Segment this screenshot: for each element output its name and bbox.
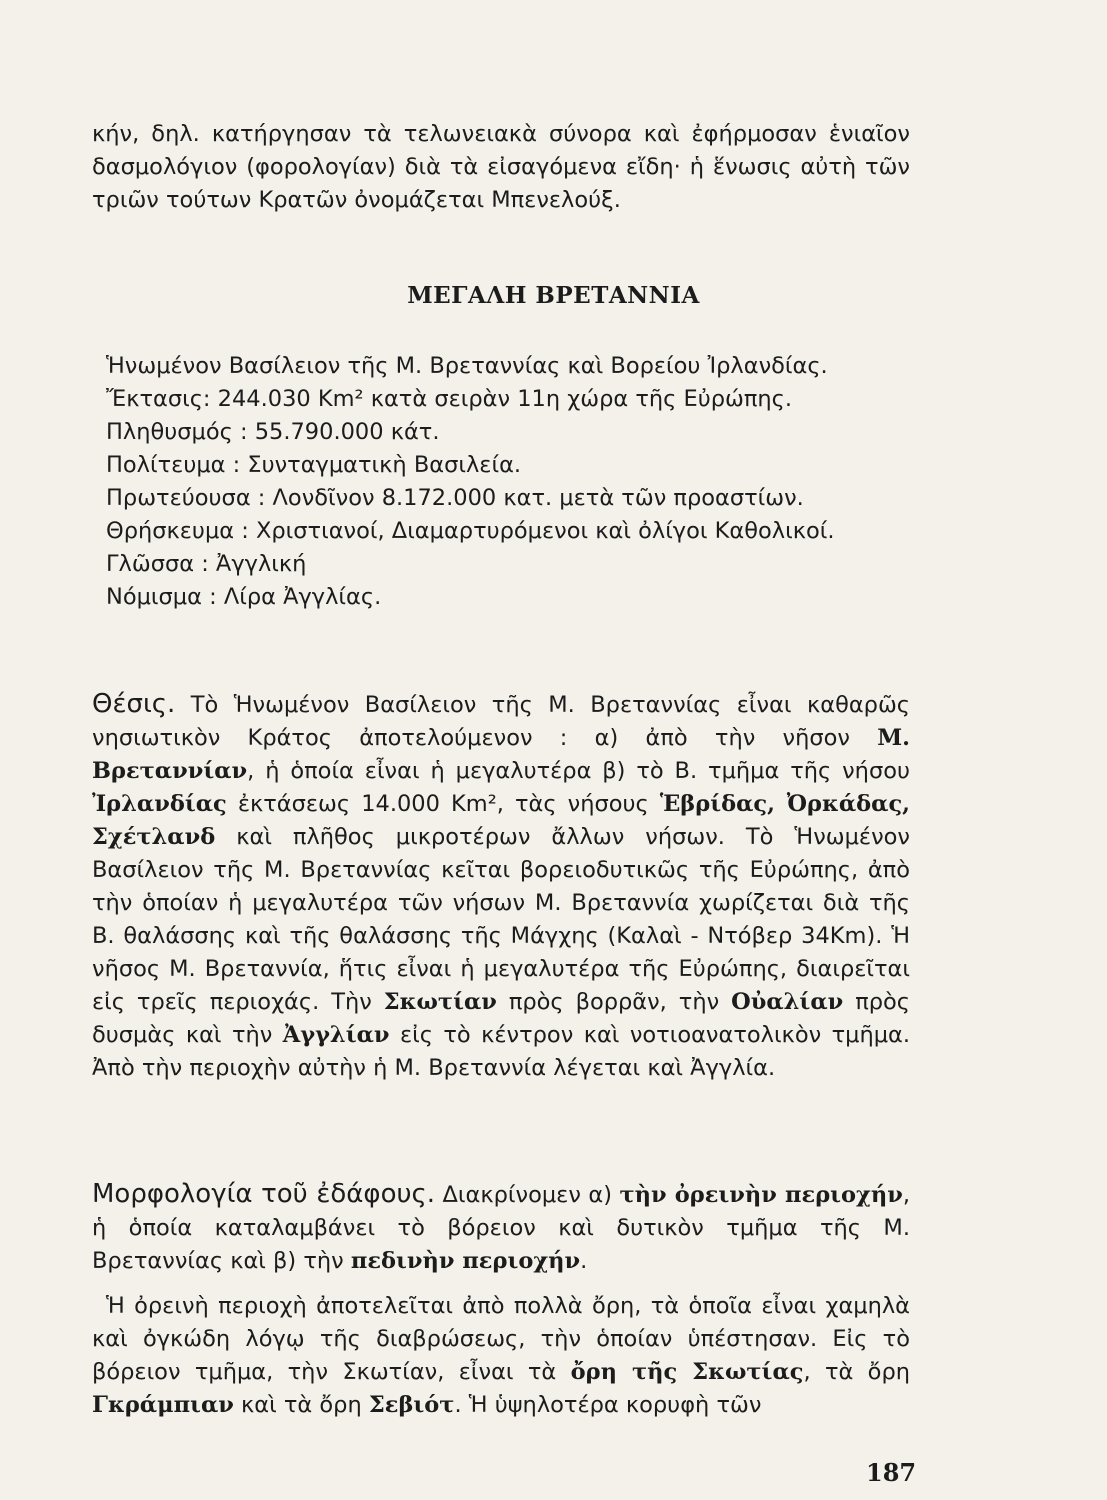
term-scotland: Σκωτίαν <box>383 989 497 1015</box>
position-text-4: καὶ πλῆθος μικροτέρων ἄλλων νήσων. Τὸ Ἡνωμένον Βασίλειον τῆς Μ. Βρεταννίας κεῖται βορειοδυτικῶς τῆς Εὐρώπης, ἀπὸ τὴν ὁποίαν ἡ μεγαλυτέρα τῶν νήσων Μ. Βρεταννία χωρίζεται διὰ τῆς Β. θαλάσσης καὶ τῆς θαλάσσης τῆς Μάγχης (Καλαὶ - Ντόβερ 34Km). Ἡ νῆσος Μ. Βρεταννία, ἥτις εἶναι ἡ μεγαλυτέρα τῆς Εὐρώπης, διαιρεῖται εἰς τρεῖς περιοχάς. Τὴν <box>92 824 910 1015</box>
fact-religion: Θρήσκευμα : Χριστιανοί, Διαμαρτυρόμενοι καὶ ὀλίγοι Καθολικοί. <box>106 518 835 544</box>
mountains-text-2: , τὰ ὄρη <box>803 1359 910 1385</box>
term-grampian: Γκράμπιαν <box>92 1392 234 1418</box>
position-text-3: ἐκτάσεως 14.000 Km², τὰς νήσους <box>226 791 660 817</box>
morphology-text-3: . <box>580 1248 588 1274</box>
position-text-7: εἰς τὸ κέντρον καὶ νοτιοανατολικὸν τμῆμα. Ἀπὸ τὴν περιοχὴν αὐτὴν ἡ Μ. Βρεταννία λέγεται καὶ Ἀγγλία. <box>92 1022 910 1081</box>
term-mountain-region: τὴν ὀρεινὴν περιοχήν <box>619 1182 903 1208</box>
term-plain-region: πεδινὴν περιοχήν <box>350 1248 581 1274</box>
term-england: Ἀγγλίαν <box>282 1022 390 1048</box>
fact-language: Γλῶσσα : Ἀγγλική <box>106 551 307 577</box>
term-cheviot: Σεβιότ <box>368 1392 455 1418</box>
term-great-britain: Μ. Βρεταννίαν <box>92 725 910 784</box>
term-ireland: Ἰρλανδίας <box>92 791 227 817</box>
position-paragraph <box>92 688 910 1085</box>
section-title: ΜΕΓΑΛΗ ΒΡΕΤΑΝΝΙΑ <box>407 282 700 309</box>
mountains-text-3: καὶ τὰ ὄρη <box>233 1392 369 1418</box>
morphology-text-2: , ἡ ὁποία καταλαμβάνει τὸ βόρειον καὶ δυτικὸν τμῆμα τῆς Μ. Βρεταννίας καὶ β) τὴν <box>92 1182 910 1274</box>
fact-area: Ἔκτασις: 244.030 Km² κατὰ σειρὰν 11η χώρα τῆς Εὐρώπης. <box>106 386 793 412</box>
fact-capital: Πρωτεύουσα : Λονδῖνον 8.172.000 κατ. μετὰ τῶν προαστίων. <box>106 485 804 511</box>
term-islands: Ἑβρίδας, Ὀρκάδας, Σχέτλανδ <box>92 791 910 850</box>
fact-government: Πολίτευμα : Συνταγματικὴ Βασιλεία. <box>106 452 522 478</box>
fact-population: Πληθυσμός : 55.790.000 κάτ. <box>106 419 440 445</box>
intro-text: κήν, δηλ. κατήργησαν τὰ τελωνειακὰ σύνορα καὶ ἐφήρμοσαν ἑνιαῖον δασμολόγιον (φορολογίαν) διὰ τὰ εἰσαγόμενα εἴδη· ἡ ἕνωσις αὐτὴ τῶν τριῶν τούτων Κρατῶν ὀνομάζεται Μπενελούξ. <box>92 121 910 213</box>
position-text-6: πρὸς δυσμὰς καὶ τὴν <box>92 989 911 1048</box>
position-text-5: πρὸς βορρᾶν, τὴν <box>496 989 732 1015</box>
fact-official-name: Ἡνωμένον Βασίλειον τῆς Μ. Βρεταννίας καὶ Βορείου Ἰρλανδίας. <box>106 353 828 379</box>
position-text-2: , ἡ ὁποία εἶναι ἡ μεγαλυτέρα β) τὸ Β. τμῆμα τῆς νήσου <box>247 758 910 784</box>
fact-currency: Νόμισμα : Λίρα Ἀγγλίας. <box>106 584 382 610</box>
position-heading: Θέσις. <box>92 689 176 719</box>
morphology-heading: Μορφολογία τοῦ ἐδάφους. <box>92 1179 436 1209</box>
term-wales: Οὐαλίαν <box>731 989 844 1015</box>
term-scottish-mountains: ὄρη τῆς Σκωτίας <box>570 1359 804 1385</box>
country-facts <box>92 350 910 614</box>
position-text-1: Τὸ Ἡνωμένον Βασίλειον τῆς Μ. Βρεταννίας εἶναι καθαρῶς νησιωτικὸν Κράτος ἀποτελούμενον : α) ἀπὸ τὴν νῆσον <box>92 692 910 751</box>
morphology-paragraph <box>92 1178 910 1278</box>
mountains-paragraph <box>92 1290 910 1422</box>
page-number: 187 <box>866 1458 917 1487</box>
intro-paragraph <box>92 118 910 217</box>
mountains-text-4: . Ἡ ὑψηλοτέρα κορυφὴ τῶν <box>454 1392 762 1418</box>
morphology-text-1: Διακρίνομεν α) <box>435 1182 620 1208</box>
mountains-text-1: Ἡ ὀρεινὴ περιοχὴ ἀποτελεῖται ἀπὸ πολλὰ ὄρη, τὰ ὁποῖα εἶναι χαμηλὰ καὶ ὀγκώδη λόγῳ τῆς διαβρώσεως, τὴν ὁποίαν ὑπέστησαν. Εἰς τὸ βόρειον τμῆμα, τὴν Σκωτίαν, εἶναι τὰ <box>92 1293 910 1385</box>
